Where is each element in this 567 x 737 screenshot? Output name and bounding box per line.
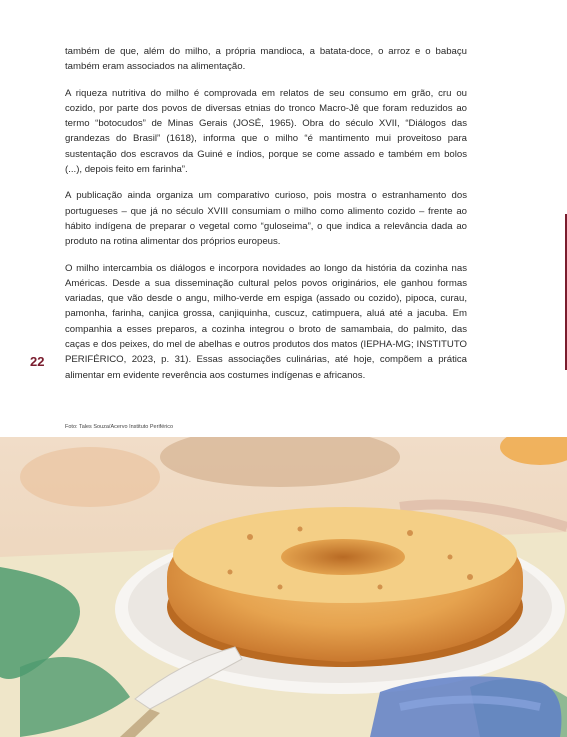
photo-credit: Foto: Tales Souza/Acervo Instituto Periférico xyxy=(65,424,174,430)
cake-photo xyxy=(0,437,567,737)
paragraph: A riqueza nutritiva do milho é comprovada em relatos de seu consumo em grão, cru ou cozido, por parte dos povos de diversas etnias do tronco Macro-Jê que foram reduzidos ao termo “botocudos” de Minas Gerais (JOSÉ, 1965). Obra do século XVII, “Diálogos das grandezas do Brasil” (1618), informa que o milho “é mantimento mui proveitoso para sustentação dos escravos da Guiné e índios, porque se come assado e também em bolos (...), depois feito em farinha”. xyxy=(65,87,467,176)
paragraph: também de que, além do milho, a própria mandioca, a batata-doce, o arroz e o babaçu também eram associados na alimentação. xyxy=(65,46,467,73)
page-number: 22 xyxy=(30,354,45,369)
paragraph: A publicação ainda organiza um comparativo curioso, pois mostra o estranhamento dos portugueses – que já no século XVIII consumiam o milho como alimento cozido – frente ao hábito indígena de preparar o vegetal como “guloseima”, o que indica a relevância dada ao produto na rotina alimentar dos próprios europeus. xyxy=(65,190,467,248)
paragraph: O milho intercambia os diálogos e incorpora novidades ao longo da história da cozinha nas Américas. Desde a sua disseminação cultural pelos povos originários, ele ganhou formas variadas, que vão desde o angu, milho-verde em espiga (assado ou cozido), pipoca, curau, pamonha, farinha, canjica grossa, canjiquinha, cuscuz, catimpuera, aluá até a jacuba. Em companhia a esses preparos, a cozinha integrou o broto de samambaia, do palmito, das caças e dos peixes, do mel de abelhas e outros produtos dos matos (IEPHA-MG; INSTITUTO PERIFÉRICO, 2023, p. 31). Essas associações culinárias, até hoje, compõem a prática alimentar em evidente reverência aos costumes indígenas e africanos. xyxy=(65,262,467,381)
body-text xyxy=(65,44,467,394)
